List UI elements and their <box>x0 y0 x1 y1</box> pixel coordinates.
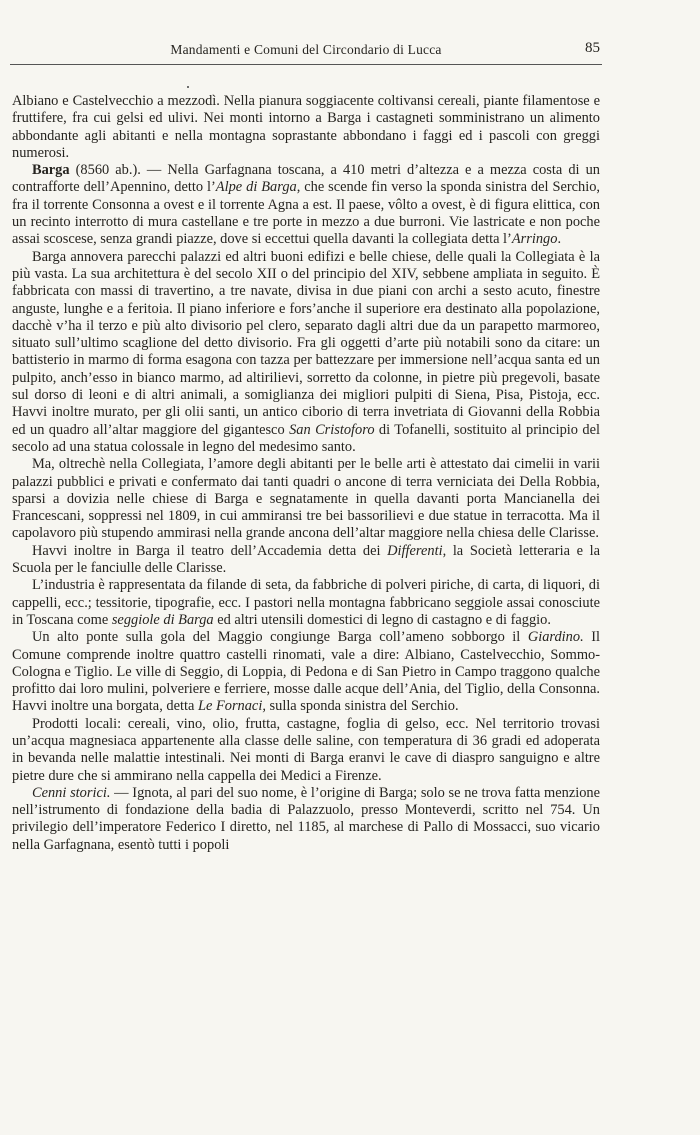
paragraph-2: Barga (8560 ab.). — Nella Garfagnana toscana, a 410 metri d’altezza e a mezza costa di un contrafforte dell’Apennino, detto l’Alpe di Barga, che scende fin verso la sponda sinistra del Serchio, fra il torrente Consonna a ovest e il torrente Agna a est. Il paese, vôlto a ovest, è di figura elittica, con un recinto interrotto di mura castellane e tre porte in mezzo a due burroni. Vie lastricate e non poche assai scoscese, senza grandi piazze, dove si eccettui quella davanti la collegiata detta l’Arringo. <box>12 162 601 248</box>
print-speck <box>187 86 189 88</box>
paragraph-3: Barga annovera parecchi palazzi ed altri buoni edifizi e belle chiese, delle quali la Collegiata è la più vasta. La sua architettura è del secolo XII o del principio del XIV, sebbene ampliata in seguito. È fabbricata con massi di travertino, a tre navate, divisa in due piani con archi a sesto acuto, finestre anguste, lunghe e a feritoia. Il piano inferiore e fors’anche il superiore era destinato alla popolazione, dacchè v’ha il terzo e più alto divisorio pel clero, separato dagli altri due da un parapetto marmoreo, situato sull’ultimo scaglione del detto divisorio. Fra gli oggetti d’arte più notabili sono da citare: un battisterio in marmo di forma esagona con tazza per battezzare per immersione nell’acqua santa ed un pulpito, anch’esso in bianco marmo, ad altirilievi, sorretto da colonne, in pietre più pregevoli, basate sul dorso di leoni e di altri animali, a somiglianza dei migliori pulpiti di Siena, Pisa, Pistoja, ecc. Havvi inoltre murato, per gli olii santi, un antico ciborio di terra invetriata di Giovanni della Robbia ed un quadro all’altar maggiore del gigantesco San Cristoforo di Tofanelli, sostituito al principio del secolo ad una statua colossale in legno del medesimo santo. <box>12 248 600 455</box>
entry-lead: Barga <box>32 162 70 179</box>
page-number: 85 <box>585 40 600 56</box>
paragraph-9: Cenni storici. — Ignota, al pari del suo nome, è l’origine di Barga; solo se ne trova fatta menzione nell’istrumento di fondazione della badia di Palazzuolo, presso Monteverdi, scritto nel 754. Un privilegio dell’imperatore Federico I diretto, nel 1185, al marchese di Pallo di Mossacci, suo vicario nella Garfagnana, esentò tutti i popoli <box>12 784 600 853</box>
running-header <box>10 40 602 65</box>
body-text <box>12 93 600 854</box>
header-title: Mandamenti e Comuni del Circondario di Lucca <box>170 42 442 57</box>
paragraph-6: L’industria è rappresentata da filande di seta, da fabbriche di polveri piriche, di carta, di liquori, di cappelli, ecc.; tessitorie, tipografie, ecc. I pastori nella montagna fabbricano seggiole assai conosciute in Toscana come seggiole di Barga ed altri utensili domestici di legno di castagno e di faggio. <box>12 577 600 628</box>
paragraph-4: Ma, oltrechè nella Collegiata, l’amore degli abitanti per le belle arti è attestato dai cimelii in varii palazzi pubblici e privati e confermato dai tanti quadri o ancone di terra verniciata dei Della Robbia, sparsi a dovizia nelle chiese di Barga e segnatamente in quella davanti porta Mancianella dei Francescani, soppressi nel 1809, in cui ammiransi tre bei bassorilievi e due statue in terracotta. Ma il capolavoro più stupendo ammirasi nella grande ancona dell’altar maggiore nella chiesa delle Clarisse. <box>12 456 600 542</box>
paragraph-7: Un alto ponte sulla gola del Maggio congiunge Barga coll’ameno sobborgo il Giardino. Il Comune comprende inoltre quattro castelli rinomati, vale a dire: Albiano, Castelvecchio, Sommo-Cologna e Tiglio. Le ville di Seggio, di Loppia, di Pedona e di San Pietro in Campo traggono qualche profitto dai loro mulini, polveriere e ferriere, mosse dalle acque dell’Ania, del Tiglio, della Consonna. Havvi inoltre una borgata, detta Le Fornaci, sulla sponda sinistra del Serchio. <box>12 629 600 715</box>
paragraph-8: Prodotti locali: cereali, vino, olio, frutta, castagne, foglia di gelso, ecc. Nel territorio trovasi un’acqua magnesiaca appartenente alla classe delle saline, con temperatura di 36 gradi ed adoperata in bevanda nelle malattie intestinali. Nei monti di Barga eranvi le cave di diaspro sanguigno e altre pietre dure che si ammirano nella cappella dei Medici a Firenze. <box>12 715 600 784</box>
paragraph-1: Albiano e Castelvecchio a mezzodì. Nella pianura soggiacente coltivansi cereali, piante filamentose e fruttifere, fra cui gelsi ed ulivi. Nei monti intorno a Barga i castagneti somministrano un alimento abbondante agli abitanti e nella montagna soprastante abbondano i faggi ed i pascoli con greggi numerosi. <box>12 93 600 161</box>
paragraph-5: Havvi inoltre in Barga il teatro dell’Accademia detta dei Differenti, la Società letteraria e la Scuola per le fanciulle delle Clarisse. <box>12 542 601 577</box>
